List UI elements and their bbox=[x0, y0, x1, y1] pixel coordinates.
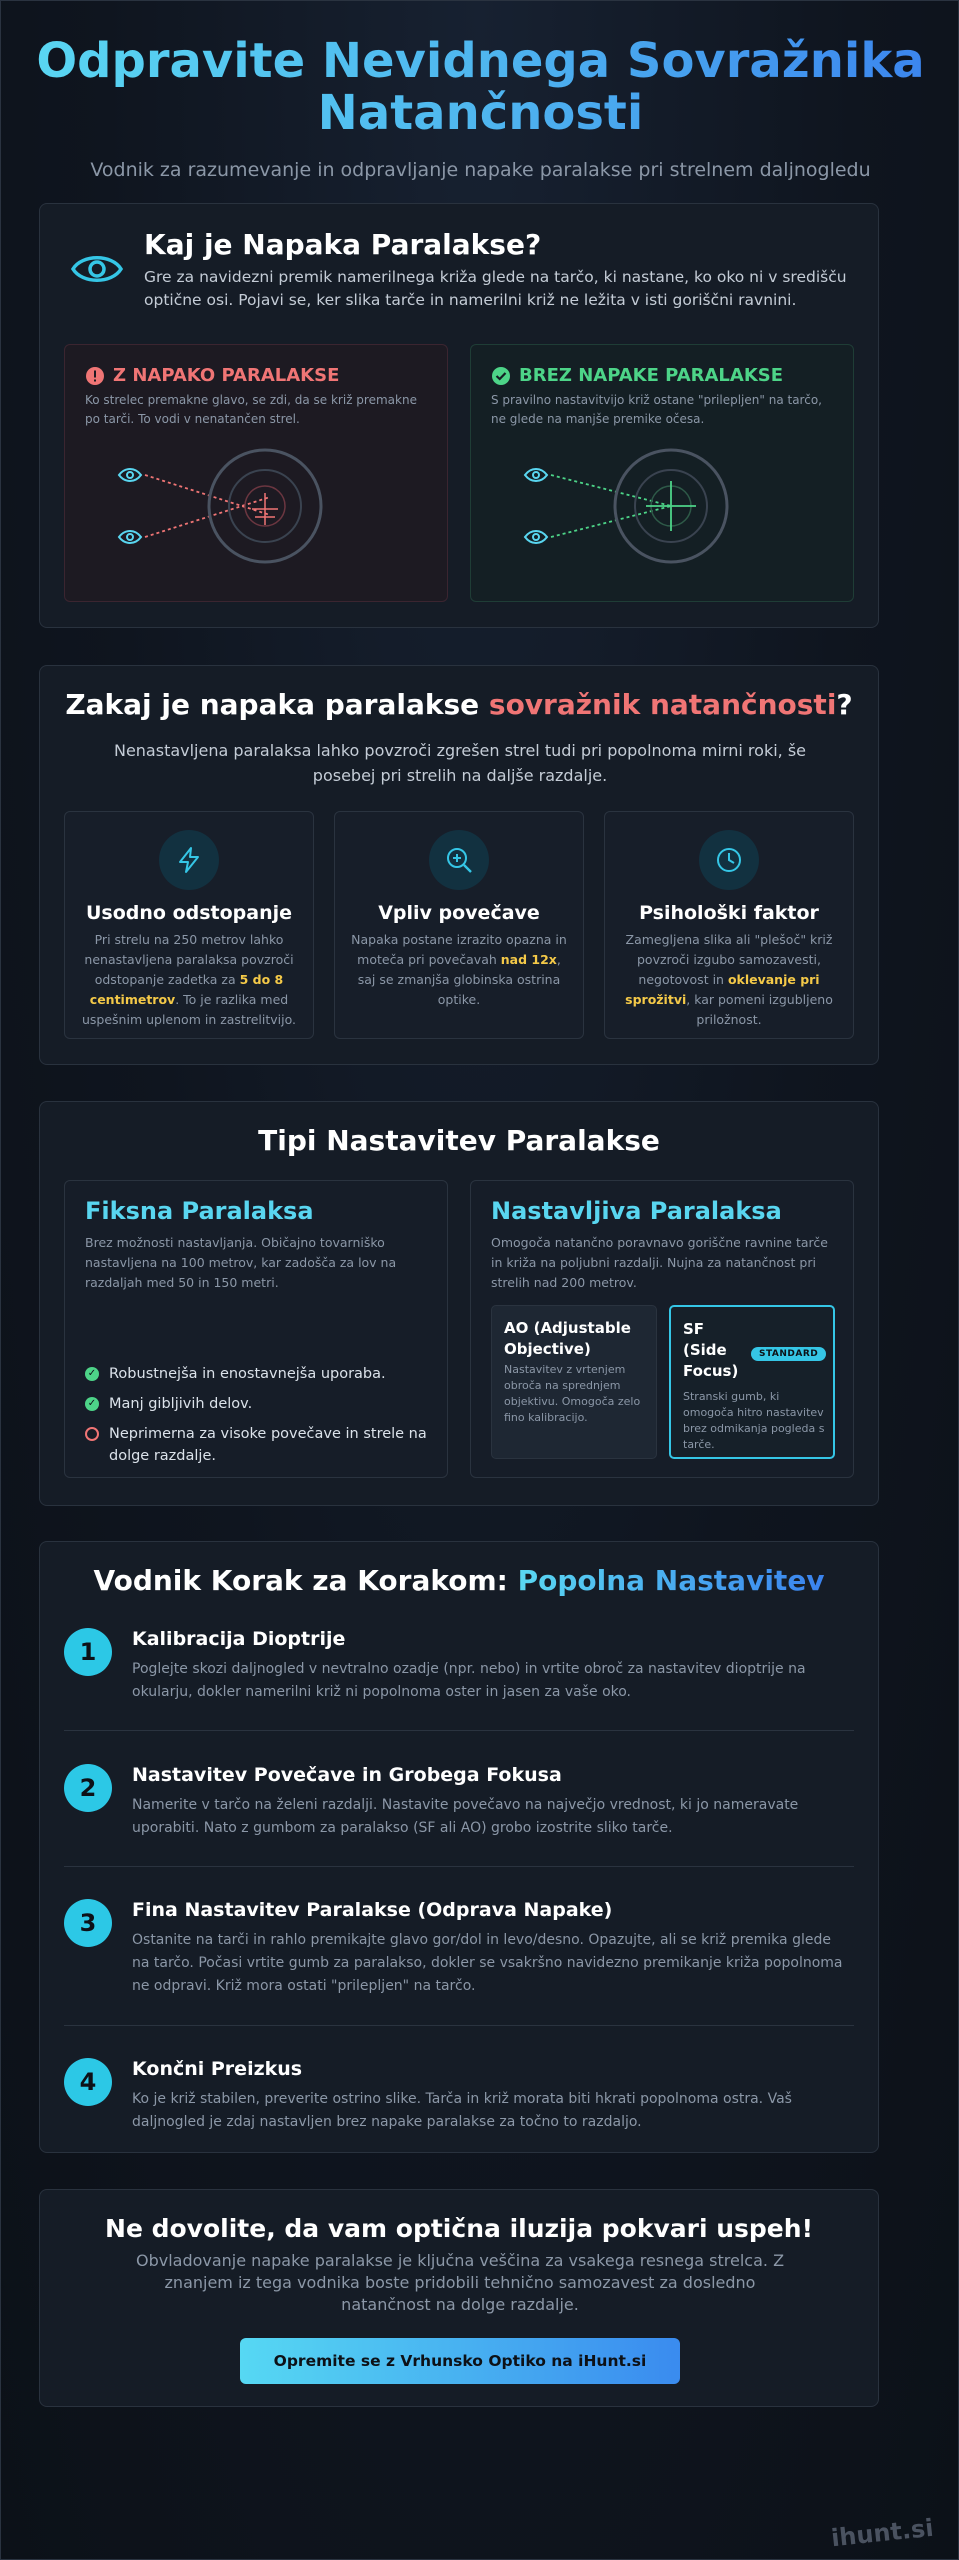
eye-bottom-icon bbox=[525, 531, 547, 543]
feature-card-deviation bbox=[64, 811, 314, 1039]
feature-desc-text: Zamegljena slika ali "plešoč" križ povzroči izgubo samozavesti, negotovost in bbox=[625, 932, 833, 987]
adjustable-parallax-desc: Omogoča natančno poravnavo goriščne ravnine tarče in križa na poljubni razdalji. Nujna za natančnost pri strelih nad 200 metrov. bbox=[491, 1235, 828, 1290]
what-is-parallax-card bbox=[39, 203, 879, 628]
without-parallax-desc: S pravilno nastavitvijo križ ostane "prilepljen" na tarčo, ne glede na manjše premike očesa. bbox=[491, 393, 822, 426]
eye-bottom-icon bbox=[119, 531, 141, 543]
step-guide-card bbox=[39, 1541, 879, 2153]
option-ao bbox=[491, 1305, 657, 1459]
step-title: Kalibracija Dioptrije bbox=[132, 1628, 346, 1650]
adjustable-parallax-title: Nastavljiva Paralaksa bbox=[491, 1197, 782, 1225]
why-enemy-card bbox=[39, 665, 879, 1065]
title-highlight: Popolna Nastavitev bbox=[517, 1564, 825, 1597]
step-number: 3 bbox=[64, 1899, 112, 1947]
page-subtitle: Vodnik za razumevanje in odpravljanje napake paralakse pri strelnem daljnogledu bbox=[90, 159, 871, 181]
adjustable-parallax-panel bbox=[470, 1180, 854, 1478]
feature-desc bbox=[349, 930, 569, 1010]
eye-top-icon bbox=[119, 469, 141, 481]
section-title bbox=[40, 688, 878, 721]
eye-top-icon bbox=[525, 469, 547, 481]
lightning-icon bbox=[159, 830, 219, 890]
check-icon: ✓ bbox=[85, 1367, 99, 1381]
step-desc: Poglejte skozi daljnogled v nevtralno ozadje (npr. nebo) in vrtite obroč za nastavitev dioptrije na okularju, dokler namerilni križ ni popolnoma oster in jasen za vaše oko. bbox=[132, 1661, 806, 1700]
cta-title: Ne dovolite, da vam optična iluzija pokvari uspeh! bbox=[105, 2214, 813, 2243]
feature-desc-text: , saj se zmanjša globinska ostrina optike. bbox=[357, 952, 561, 1007]
fixed-parallax-title: Fiksna Paralaksa bbox=[85, 1197, 314, 1225]
step-number: 1 bbox=[64, 1628, 112, 1676]
divider bbox=[64, 1730, 854, 1731]
fixed-parallax-desc: Brez možnosti nastavljanja. Običajno tovarniško nastavljena na 100 metrov, kar zadošča za lov na razdaljah med 50 in 150 metri. bbox=[85, 1235, 397, 1290]
feature-card-psychology bbox=[604, 811, 854, 1039]
step-desc: Ko je križ stabilen, preverite ostrino slike. Tarča in križ morata biti hkrati popolnoma ostra. Vaš daljnogled je zdaj nastavljen brez napake paralakse za točno to razdaljo. bbox=[132, 2091, 792, 2130]
step-title: Nastavitev Povečave in Grobega Fokusa bbox=[132, 1764, 562, 1786]
divider bbox=[64, 2025, 854, 2026]
section-title: Tipi Nastavitev Paralakse bbox=[258, 1124, 660, 1157]
list-item-text: Robustnejša in enostavnejša uporaba. bbox=[109, 1366, 386, 1382]
feature-desc-highlight: oklevanje pri sprožitvi bbox=[625, 972, 820, 1007]
zoom-in-icon bbox=[429, 830, 489, 890]
list-item bbox=[85, 1393, 435, 1415]
check-icon: ✓ bbox=[85, 1397, 99, 1411]
clock-icon bbox=[699, 830, 759, 890]
standard-badge: STANDARD bbox=[751, 1347, 826, 1361]
feature-desc-text: , kar pomeni izgubljeno priložnost. bbox=[686, 992, 833, 1027]
feature-title: Psihološki faktor bbox=[639, 902, 819, 924]
list-item bbox=[85, 1423, 435, 1467]
step-title: Končni Preizkus bbox=[132, 2058, 303, 2080]
alert-icon bbox=[85, 366, 105, 386]
feature-desc bbox=[619, 930, 839, 1030]
title-part: Zakaj je napaka paralakse bbox=[65, 688, 489, 721]
option-title: AO (Adjustable Objective) bbox=[504, 1319, 631, 1358]
check-circle-icon bbox=[491, 366, 511, 386]
feature-desc-text: . To je razlika med uspešnim uplenom in zastrelitvijo. bbox=[81, 992, 296, 1027]
feature-card-magnification bbox=[334, 811, 584, 1039]
call-to-action-card bbox=[39, 2189, 879, 2407]
feature-desc-highlight: 5 do 8 centimetrov bbox=[89, 972, 284, 1007]
feature-desc-text: Pri strelu na 250 metrov lahko nenastavljena paralaksa povzroči odstopanje zadetka za bbox=[84, 932, 294, 987]
feature-desc-highlight: nad 12x bbox=[500, 952, 557, 967]
without-parallax-panel bbox=[470, 344, 854, 602]
cta-button[interactable]: Opremite se z Vrhunsko Optiko na iHunt.si bbox=[240, 2338, 680, 2384]
page-title: Odpravite Nevidnega Sovražnika Natančnosti bbox=[1, 35, 959, 139]
step-title: Fina Nastavitev Paralakse (Odprava Napake) bbox=[132, 1899, 613, 1921]
section-description: Nenastavljena paralaksa lahko povzroči zgrešen strel tudi pri popolnoma mirni roki, še posebej pri strelih na daljše razdalje. bbox=[113, 741, 807, 785]
option-desc: Stranski gumb, ki omogoča hitro nastavitev brez odmikanja pogleda s tarče. bbox=[683, 1390, 825, 1451]
option-desc: Nastavitev z vrtenjem obroča na sprednjem objektivu. Omogoča zelo fino kalibracijo. bbox=[504, 1363, 641, 1424]
parallax-types-card bbox=[39, 1101, 879, 1506]
title-highlight: sovražnik natančnosti bbox=[488, 688, 837, 721]
cross-icon bbox=[85, 1427, 99, 1441]
section-title: Kaj je Napaka Paralakse? bbox=[144, 228, 542, 261]
with-parallax-label: Z NAPAKO PARALAKSE bbox=[113, 365, 340, 386]
feature-desc-text: Napaka postane izrazito opazna in moteča pri povečavah bbox=[351, 932, 567, 967]
feature-title: Vpliv povečave bbox=[378, 902, 540, 924]
without-parallax-label: BREZ NAPAKE PARALAKSE bbox=[519, 365, 784, 386]
fixed-parallax-panel bbox=[64, 1180, 448, 1478]
page-header bbox=[1, 35, 959, 181]
cta-description: Obvladovanje napake paralakse je ključna veščina za vsakega resnega strelca. Z znanjem iz tega vodnika boste pridobili tehnično samozavest za dosledno natančnost na dolge razdalje. bbox=[135, 2251, 785, 2314]
option-sf bbox=[669, 1305, 835, 1459]
title-part: Vodnik Korak za Korakom: bbox=[93, 1564, 518, 1597]
list-item-text: Neprimerna za visoke povečave in strele na dolge razdalje. bbox=[109, 1426, 427, 1464]
title-part: ? bbox=[836, 688, 853, 721]
parallax-error-diagram bbox=[105, 445, 405, 595]
divider bbox=[64, 1866, 854, 1867]
option-title: SF (Side Focus) bbox=[683, 1320, 739, 1380]
watermark: ihunt.si bbox=[830, 2513, 936, 2553]
with-parallax-panel bbox=[64, 344, 448, 602]
without-parallax-title bbox=[491, 365, 783, 386]
list-item bbox=[85, 1363, 435, 1385]
step-desc: Ostanite na tarči in rahlo premikajte glavo gor/dol in levo/desno. Opazujte, ali se križ premika glede na tarčo. Počasi vrtite gumb za paralakso, dokler se vsakršno navidezno premikanje križa popolnoma ne odpravi. Križ mora ostati "prilepljen" na tarčo. bbox=[132, 1932, 843, 1994]
with-parallax-desc: Ko strelec premakne glavo, se zdi, da se križ premakne po tarči. To vodi v nenatančen strel. bbox=[85, 393, 417, 426]
list-item-text: Manj gibljivih delov. bbox=[109, 1396, 253, 1412]
step-number: 2 bbox=[64, 1764, 112, 1812]
section-title bbox=[40, 1564, 878, 1597]
step-desc: Namerite v tarčo na želeni razdalji. Nastavite povečavo na največjo vrednost, ki jo nameravate uporabiti. Nato z gumbom za paralakso (SF ali AO) grobo izostrite sliko tarče. bbox=[132, 1797, 799, 1836]
with-parallax-title bbox=[85, 365, 339, 386]
step-number: 4 bbox=[64, 2058, 112, 2106]
eye-icon bbox=[70, 242, 124, 296]
section-description: Gre za navidezni premik namerilnega križa glede na tarčo, ki nastane, ko oko ni v središču optične osi. Pojavi se, ker slika tarče in namerilni križ ne ležita v isti goriščni ravnini. bbox=[144, 268, 847, 309]
no-parallax-diagram bbox=[511, 445, 811, 595]
feature-title: Usodno odstopanje bbox=[85, 902, 293, 924]
feature-desc bbox=[79, 930, 299, 1030]
